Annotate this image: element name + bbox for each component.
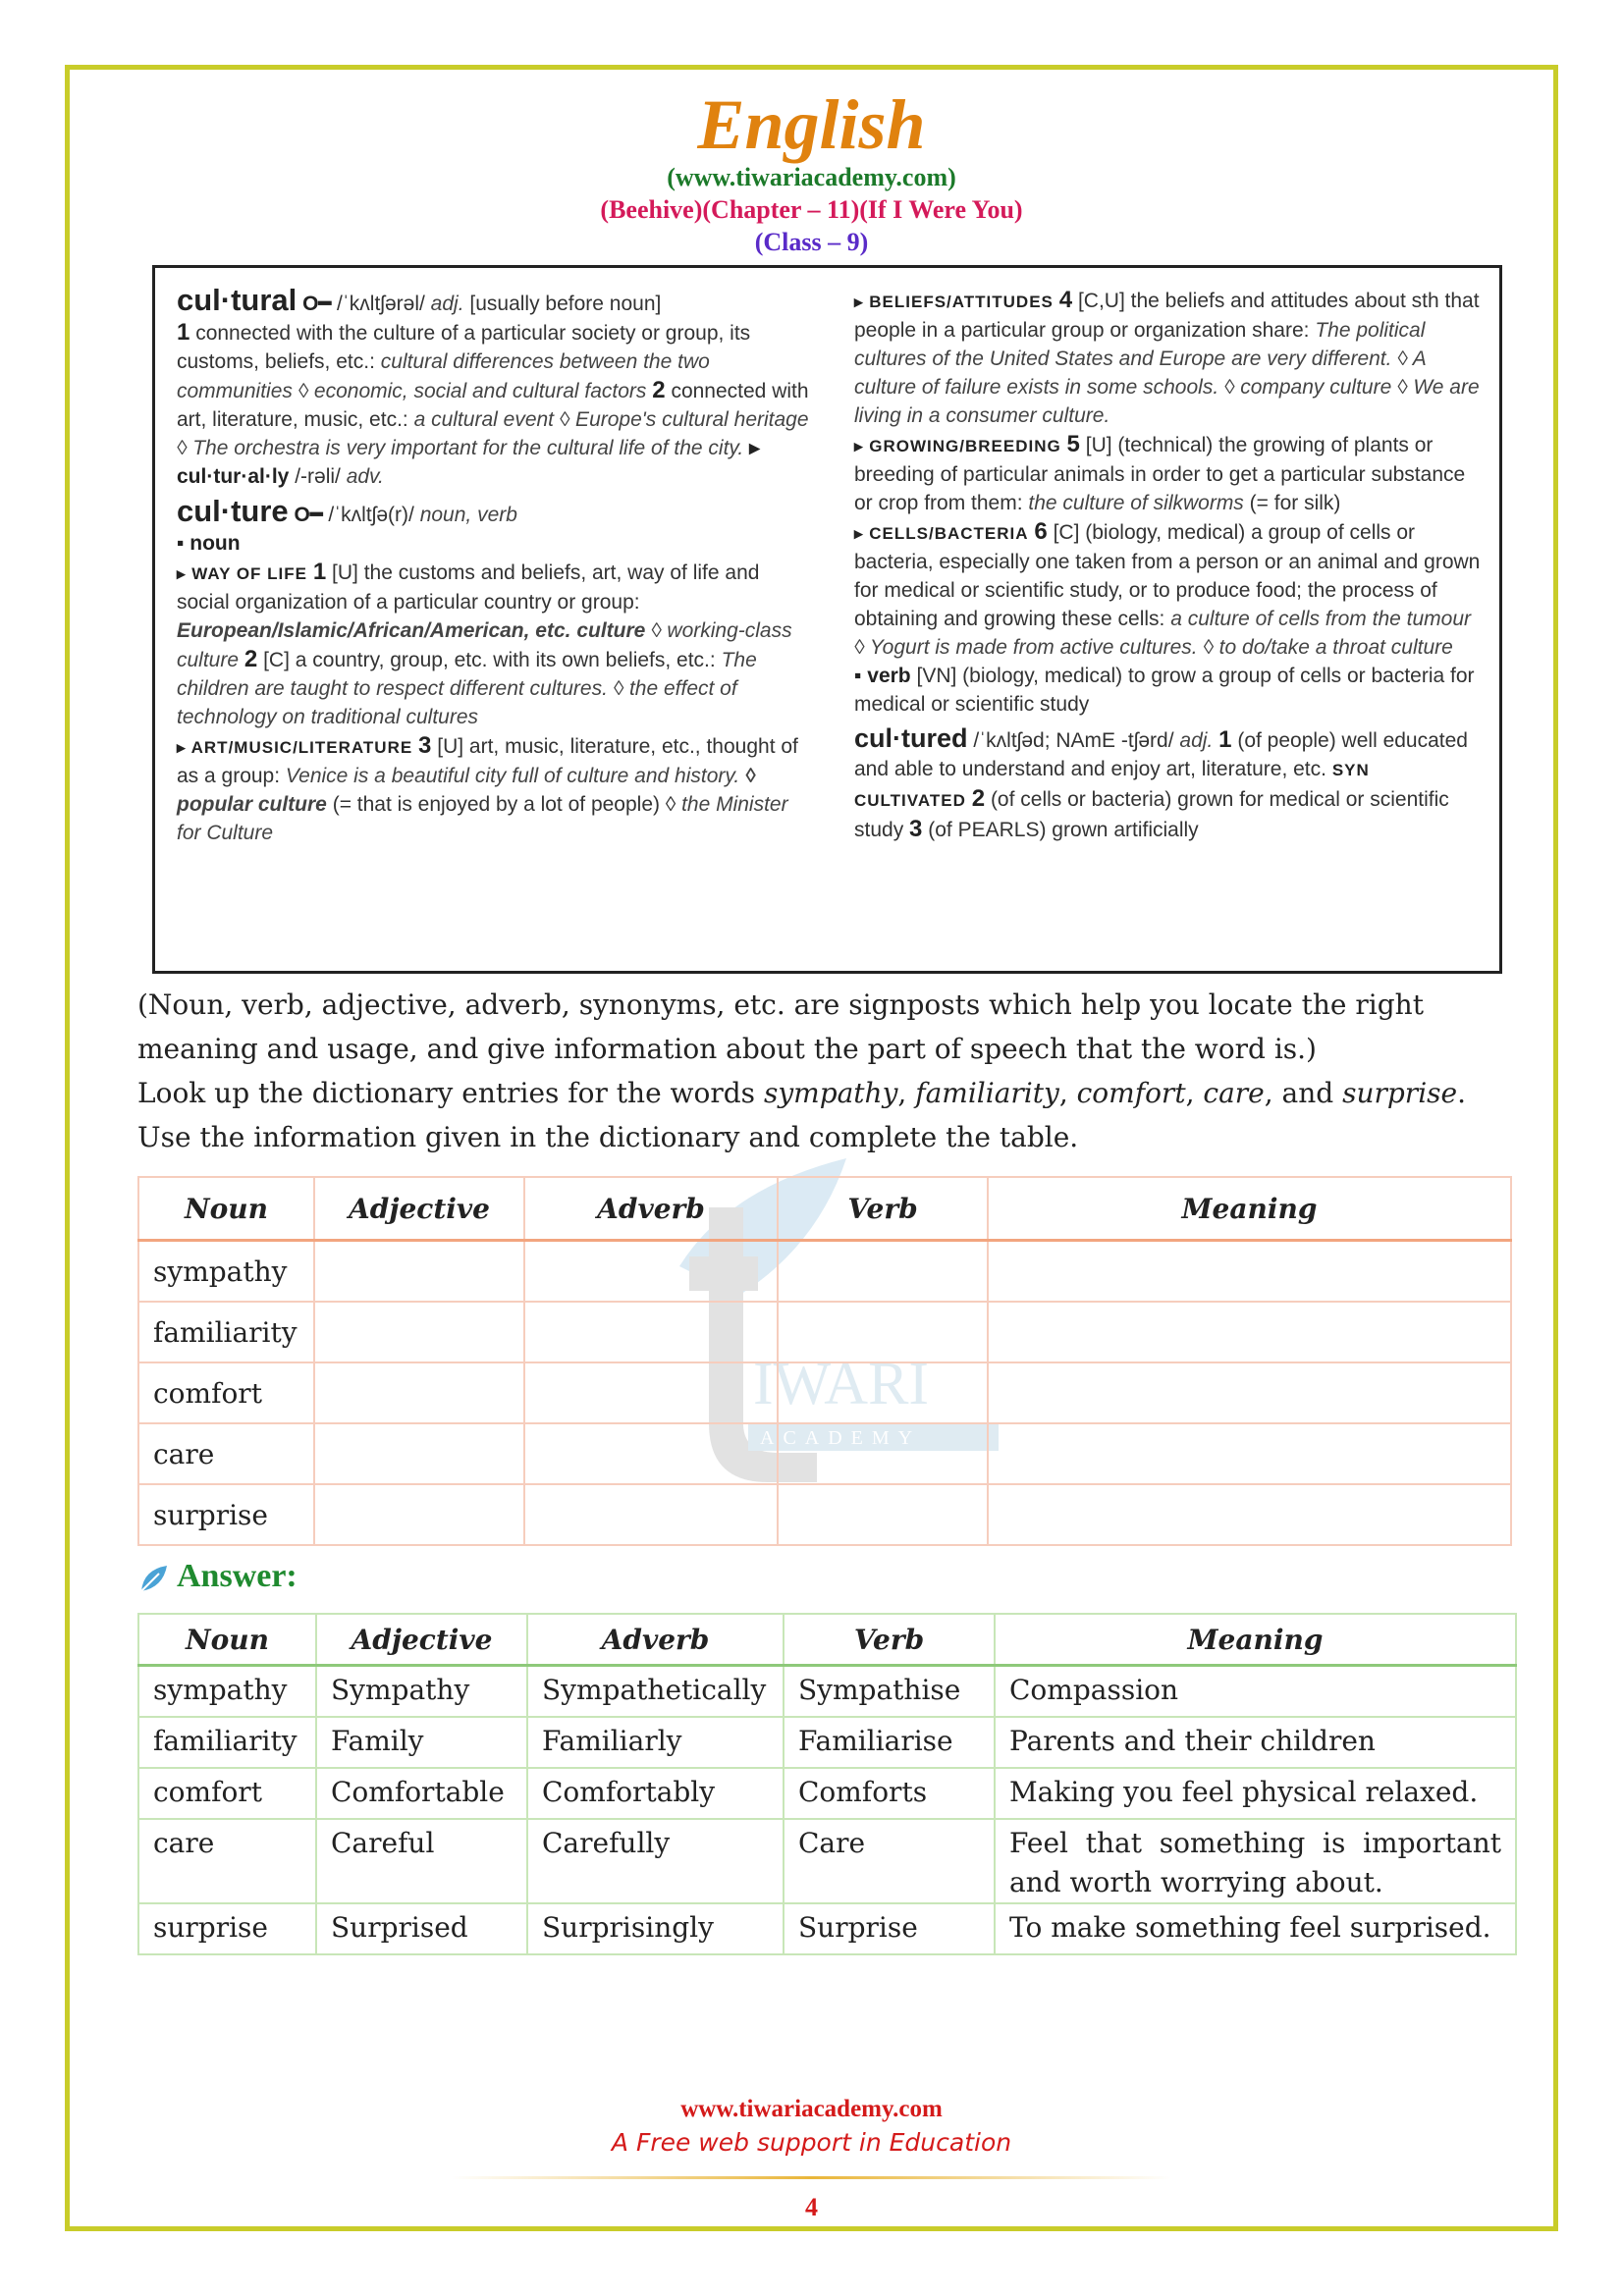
column-header: Adverb	[527, 1614, 784, 1666]
noun-cell: care	[138, 1423, 314, 1484]
instruction-paragraph: Look up the dictionary entries for the words sympathy, familiarity, comfort, care, and surprise. Use the information given in the dictionary and complete the table.	[137, 1077, 1466, 1153]
answer-heading: Answer:	[137, 1558, 298, 1595]
answer-table	[137, 1613, 1517, 1955]
column-header: Noun	[138, 1177, 314, 1241]
headword-cultural: cul·tural	[177, 283, 298, 317]
dictionary-left-column: cul·tural O━ /ˈkʌltʃərəl/ adj. [usually before noun] 1 connected with the culture of a particular society or group, its customs, beliefs, etc.: cultural differences between the two communities ◊ economic, social and cultural factors 2 connected with art, literature, music, etc.: a cultural event ◊ Europe's cultural heritage ◊ The orchestra is very important for the cultural life of the city. ▸ cul·tur·al·ly /-rəli/ adv. cul·ture O━ /ˈkʌltʃə(r)/ noun, verb ▪ noun ▸ WAY OF LIFE 1 [U] the customs and beliefs, art, way of life and social organization of a particular country or group: European/Islamic/African/American, etc. culture ◊ working-class culture 2 [C] a country, group, etc. with its own beliefs, etc.: The children are taught to respect different cultures. ◊ the effect of technology on traditional cultures ▸ ART/MUSIC/LITERATURE 3 [U] art, music, literature, etc., thought of as a group: Venice is a beautiful city full of culture and history. ◊ popular culture (= that is enjoyed by a lot of people) ◊ the Minister for Culture	[177, 283, 809, 844]
key-icon: O━	[294, 504, 323, 526]
column-header: Adjective	[316, 1614, 527, 1666]
column-header: Verb	[784, 1614, 995, 1666]
column-header: Adjective	[314, 1177, 524, 1241]
column-header: Meaning	[995, 1614, 1516, 1666]
table-row	[138, 1302, 1511, 1362]
headword-culture: cul·ture	[177, 494, 289, 528]
table-row	[138, 1362, 1511, 1423]
table-row: sympathy Sympathy Sympathetically Sympathise Compassion	[138, 1666, 1516, 1718]
table-row: comfort Comfortable Comfortably Comforts Making you feel physical relaxed.	[138, 1768, 1516, 1819]
svg-text:IWARI: IWARI	[753, 1351, 930, 1417]
footer-tagline: A Free web support in Education	[611, 2128, 1012, 2157]
subject-title: English	[697, 85, 926, 164]
table-row	[138, 1241, 1511, 1303]
footer-website-link[interactable]: www.tiwariacademy.com	[680, 2096, 943, 2122]
leaf-icon	[137, 1562, 171, 1595]
footer-divider	[452, 2176, 1171, 2179]
class-info: (Class – 9)	[754, 228, 869, 256]
dictionary-right-column: ▸ BELIEFS/ATTITUDES 4 [C,U] the beliefs and attitudes about sth that people in a particular group or organization share: The political cultures of the United States and Europe are very different. ◊ A culture of failure exists in some schools. ◊ company culture ◊ We are living in a consumer culture. ▸ GROWING/BREEDING 5 [U] (technical) the growing of plants or breeding of particular animals in order to get a particular substance or crop from them: the culture of silkworms (= for silk) ▸ CELLS/BACTERIA 6 [C] (biology, medical) a group of cells or bacteria, especially one taken from a person or an animal and grown for medical or scientific study, or to produce food; the process of obtaining and growing these cells: a culture of cells from the tumour ◊ Yogurt is made from active cultures. ◊ to do/take a throat culture ▪ verb [VN] (biology, medical) to grow a group of cells or bacteria for medical or scientific study cul·tured /ˈkʌltʃəd; NAmE -tʃərd/ adj. 1 (of people) well educated and able to understand and enjoy art, literature, etc. SYN CULTIVATED 2 (of cells or bacteria) grown for medical or scientific study 3 (of PEARLS) grown artificially	[854, 287, 1481, 842]
column-header: Meaning	[988, 1177, 1511, 1241]
table-row	[138, 1484, 1511, 1545]
table-row	[138, 1423, 1511, 1484]
noun-cell: sympathy	[138, 1241, 314, 1303]
noun-cell: familiarity	[138, 1302, 314, 1362]
chapter-info: (Beehive)(Chapter – 11)(If I Were You)	[600, 195, 1023, 224]
question-table-header-row	[138, 1177, 1511, 1241]
column-header: Adverb	[524, 1177, 778, 1241]
column-header: Noun	[138, 1614, 316, 1666]
table-row: care Careful Carefully Care Feel that something is important and worth worrying about.	[138, 1819, 1516, 1903]
page-number: 4	[805, 2193, 818, 2221]
headword-cultured: cul·tured	[854, 723, 968, 753]
noun-cell: surprise	[138, 1484, 314, 1545]
column-header: Verb	[778, 1177, 988, 1241]
table-row: surprise Surprised Surprisingly Surprise To make something feel surprised.	[138, 1903, 1516, 1954]
dictionary-entry-box	[152, 265, 1502, 974]
key-icon: O━	[302, 293, 332, 315]
noun-cell: comfort	[138, 1362, 314, 1423]
header-website: (www.tiwariacademy.com)	[667, 163, 956, 191]
svg-text:ACADEMY: ACADEMY	[760, 1427, 922, 1449]
table-row: familiarity Family Familiarly Familiarise Parents and their children	[138, 1717, 1516, 1768]
intro-paragraph: (Noun, verb, adjective, adverb, synonyms, etc. are signposts which help you locate the right meaning and usage, and give information about the part of speech that the word is.)	[137, 988, 1424, 1065]
answer-table-header-row	[138, 1614, 1516, 1666]
question-table	[137, 1176, 1512, 1546]
